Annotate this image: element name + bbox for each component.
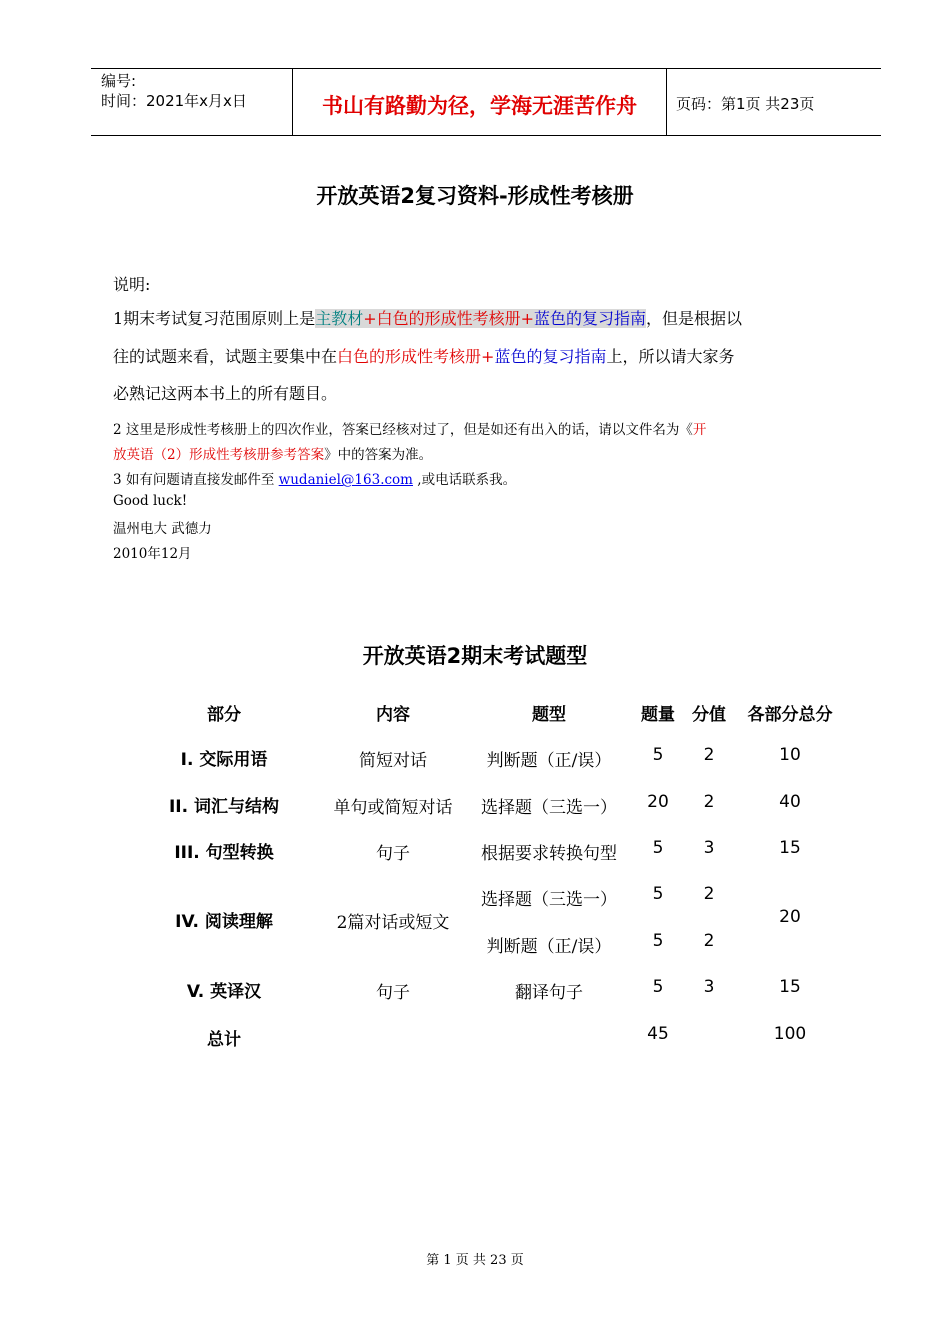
note-item-2-line-1 (113, 418, 706, 438)
table-row-1-type: 判断题（正/误） (486, 751, 612, 771)
note-item-1-line-2 (113, 344, 734, 367)
table-row-4a-score: 2 (703, 884, 715, 904)
note3-suffix: ,或电话联系我。 (412, 472, 517, 488)
table-row-3-section: III. 句型转换 (174, 843, 274, 863)
table-total-label: 总计 (207, 1030, 241, 1050)
table-row-4-section: IV. 阅读理解 (175, 912, 273, 932)
table-row-3-total: 15 (779, 838, 801, 858)
table-row-4-content: 2篇对话或短文 (336, 913, 450, 933)
table-row-3-type: 根据要求转换句型 (481, 844, 617, 864)
note2-prefix: 2 这里是形成性考核册上的四次作业，答案已经核对过了，但是如还有出入的话，请以文件名为《 (113, 422, 693, 438)
table-row-1-count: 5 (652, 745, 664, 765)
table-row-1-total: 10 (779, 745, 801, 765)
table-total-count: 45 (647, 1024, 669, 1044)
note1-blue-guide: 蓝色的复习指南 (534, 309, 647, 328)
note1-line2-prefix: 往的试题来看，试题主要集中在 (113, 347, 338, 366)
page-footer: 第 1 页 共 23 页 (426, 1253, 524, 1268)
table-header-type: 题型 (532, 705, 566, 725)
table-header-score: 分值 (692, 705, 726, 725)
table-header-section: 部分 (207, 705, 241, 725)
email-link[interactable]: wudaniel@163.com (278, 472, 413, 488)
table-header-count: 题量 (641, 705, 675, 725)
note-item-2-line-2 (113, 443, 432, 463)
good-luck-text: Good luck! (113, 493, 188, 509)
note-item-1-line-3: 必熟记这两本书上的所有题目。 (113, 384, 338, 403)
table-row-2-section: II. 词汇与结构 (168, 797, 280, 817)
table-row-1-content: 简短对话 (359, 751, 427, 771)
doc-time-label: 时间：2021年x月x日 (101, 92, 247, 110)
notes-heading: 说明: (113, 275, 151, 294)
table-row-4-total: 20 (779, 907, 801, 927)
table-total-score: 100 (773, 1024, 807, 1044)
note1-suffix: ，但是根据以 (646, 309, 743, 328)
note1-prefix: 1期末考试复习范围原则上是 (113, 309, 316, 328)
note-item-1-line-1 (113, 306, 742, 329)
table-row-4a-type: 选择题（三选一） (481, 890, 617, 910)
table-row-2-type: 选择题（三选一） (481, 798, 617, 818)
header-motto: 书山有路勤为径，学海无涯苦作舟 (322, 94, 637, 118)
table-row-4b-score: 2 (703, 931, 715, 951)
date-text: 2010年12月 (113, 546, 192, 562)
header-divider-right (666, 69, 667, 135)
table-row-1-section: I. 交际用语 (180, 750, 268, 770)
table-title: 开放英语2期末考试题型 (362, 644, 588, 668)
table-row-2-total: 40 (779, 792, 801, 812)
table-row-2-count: 20 (647, 792, 669, 812)
note2-filename-start: 开 (692, 422, 707, 438)
table-row-5-content: 句子 (376, 983, 410, 1003)
header-bottom-rule (91, 135, 881, 136)
note2-suffix: 》中的答案为准。 (324, 447, 433, 463)
table-row-2-content: 单句或简短对话 (333, 798, 453, 818)
signature-text: 温州电大 武德力 (113, 521, 212, 537)
table-row-4b-count: 5 (652, 931, 664, 951)
note3-prefix: 3 如有问题请直接发邮件至 (113, 472, 279, 488)
note1-white-book: +白色的形成性考核册+ (363, 309, 535, 328)
table-row-2-score: 2 (703, 792, 715, 812)
note1-main-textbook: 主教材 (315, 309, 364, 328)
main-title: 开放英语2复习资料-形成性考核册 (316, 184, 634, 208)
header-page-info: 页码：第1页 共23页 (676, 95, 815, 113)
table-row-5-total: 15 (779, 977, 801, 997)
note1-line2-blue-guide: 蓝色的复习指南 (494, 347, 607, 366)
doc-number-label: 编号: (101, 72, 137, 90)
table-row-5-type: 翻译句子 (515, 983, 583, 1003)
table-row-3-score: 3 (703, 838, 715, 858)
table-row-1-score: 2 (703, 745, 715, 765)
note-item-3 (113, 468, 516, 488)
header-top-rule (91, 68, 881, 69)
table-row-3-content: 句子 (376, 844, 410, 864)
table-row-5-section: V. 英译汉 (186, 982, 262, 1002)
table-header-total: 各部分总分 (747, 705, 833, 725)
table-row-5-score: 3 (703, 977, 715, 997)
table-row-3-count: 5 (652, 838, 664, 858)
table-row-4b-type: 判断题（正/误） (486, 937, 612, 957)
note2-filename: 放英语（2）形成性考核册参考答案 (113, 447, 325, 463)
note1-line2-suffix: 上，所以请大家务 (606, 347, 735, 366)
table-header-content: 内容 (376, 705, 410, 725)
note1-line2-white-book: 白色的形成性考核册+ (337, 347, 495, 366)
table-row-4a-count: 5 (652, 884, 664, 904)
table-row-5-count: 5 (652, 977, 664, 997)
